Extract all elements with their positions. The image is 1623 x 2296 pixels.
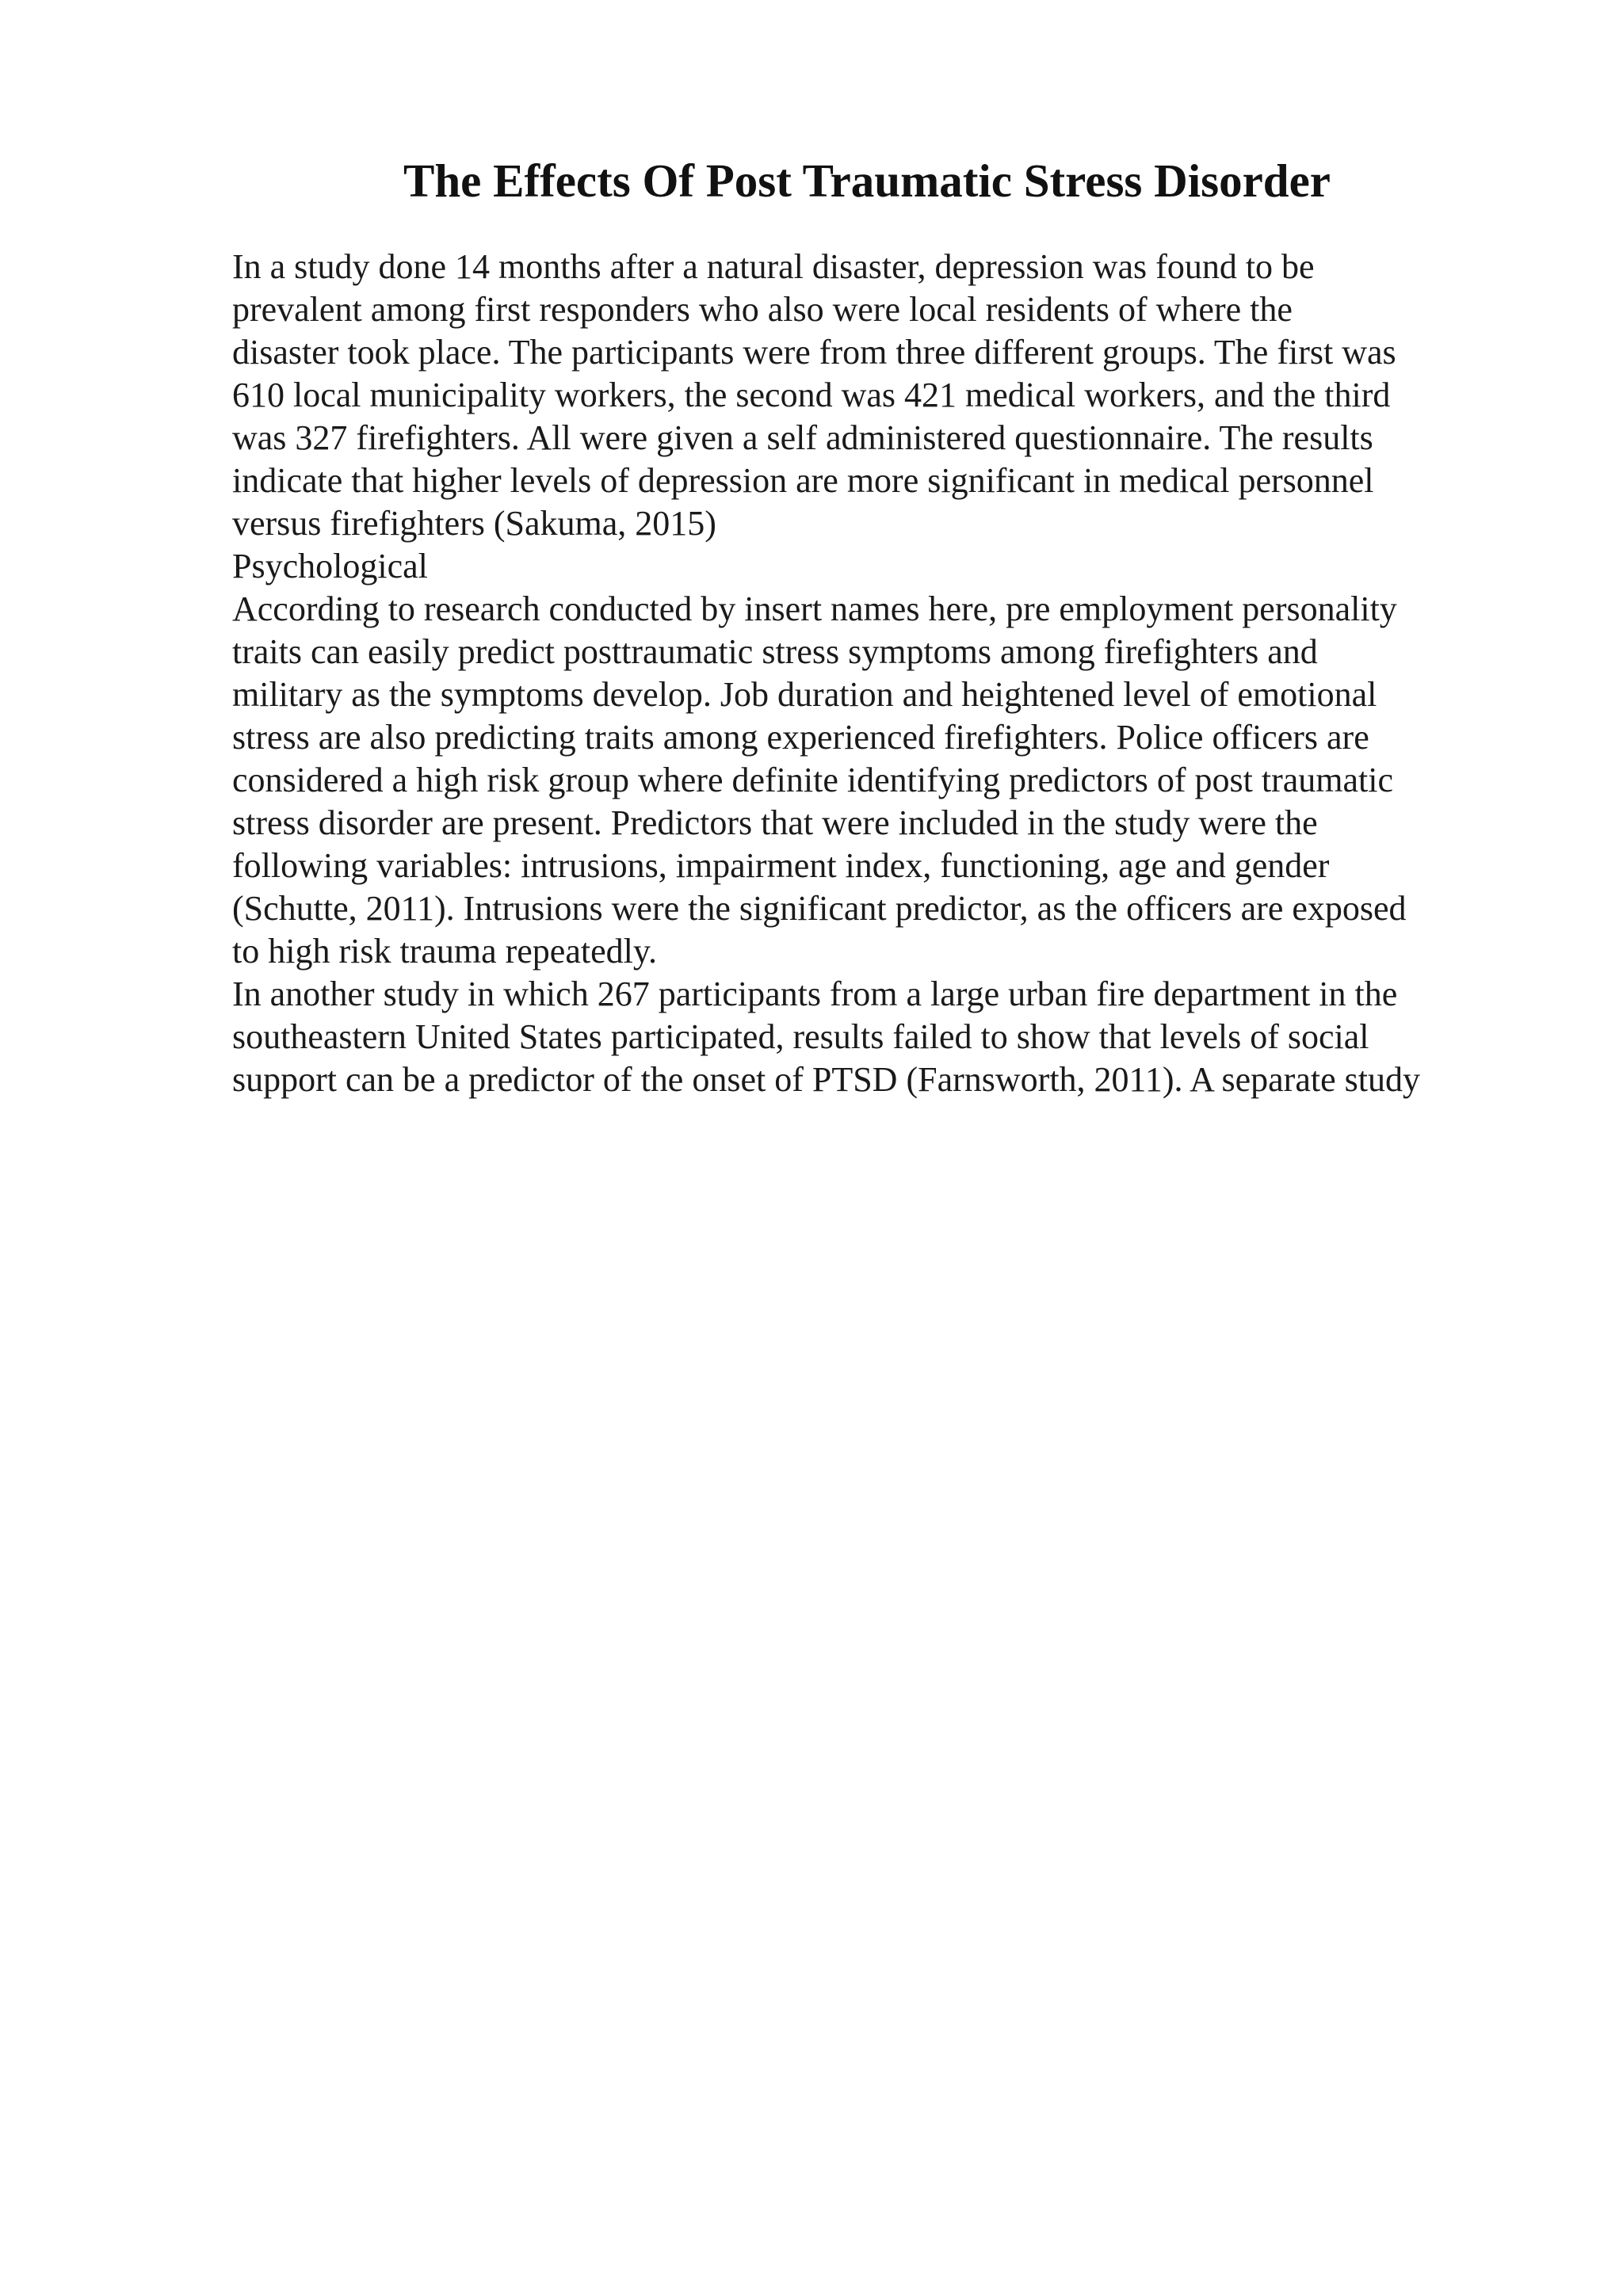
text-line: to high risk trauma repeatedly. <box>232 932 657 971</box>
text-line: stress are also predicting traits among experienced firefighters. Police officers are <box>232 718 1369 757</box>
text-line: indicate that higher levels of depression are more significant in medical personnel <box>232 461 1374 500</box>
document-title: The Effects Of Post Traumatic Stress Disorder <box>403 154 1331 207</box>
text-line: According to research conducted by insert names here, pre employment personality <box>232 589 1397 628</box>
text-line: military as the symptoms develop. Job duration and heightened level of emotional <box>232 675 1377 714</box>
text-line: prevalent among first responders who also were local residents of where the <box>232 290 1293 329</box>
text-line: stress disorder are present. Predictors that were included in the study were the <box>232 803 1318 842</box>
text-line: disaster took place. The participants were from three different groups. The first was <box>232 333 1396 372</box>
text-line: In another study in which 267 participants from a large urban fire department in the <box>232 974 1398 1013</box>
text-line: In a study done 14 months after a natural disaster, depression was found to be <box>232 247 1315 286</box>
text-line: (Schutte, 2011). Intrusions were the significant predictor, as the officers are exposed <box>232 889 1407 928</box>
text-line: southeastern United States participated, results failed to show that levels of social <box>232 1017 1369 1056</box>
text-line: support can be a predictor of the onset of PTSD (Farnsworth, 2011). A separate study <box>232 1060 1420 1099</box>
text-line: was 327 firefighters. All were given a self administered questionnaire. The results <box>232 418 1373 457</box>
section-heading: Psychological <box>232 547 428 585</box>
text-line: 610 local municipality workers, the second was 421 medical workers, and the third <box>232 376 1391 414</box>
document-body <box>232 246 1516 1101</box>
text-line: following variables: intrusions, impairment index, functioning, age and gender <box>232 846 1330 885</box>
text-line: traits can easily predict posttraumatic stress symptoms among firefighters and <box>232 632 1318 671</box>
text-line: versus firefighters (Sakuma, 2015) <box>232 504 716 543</box>
text-line: considered a high risk group where definite identifying predictors of post traumatic <box>232 761 1394 799</box>
